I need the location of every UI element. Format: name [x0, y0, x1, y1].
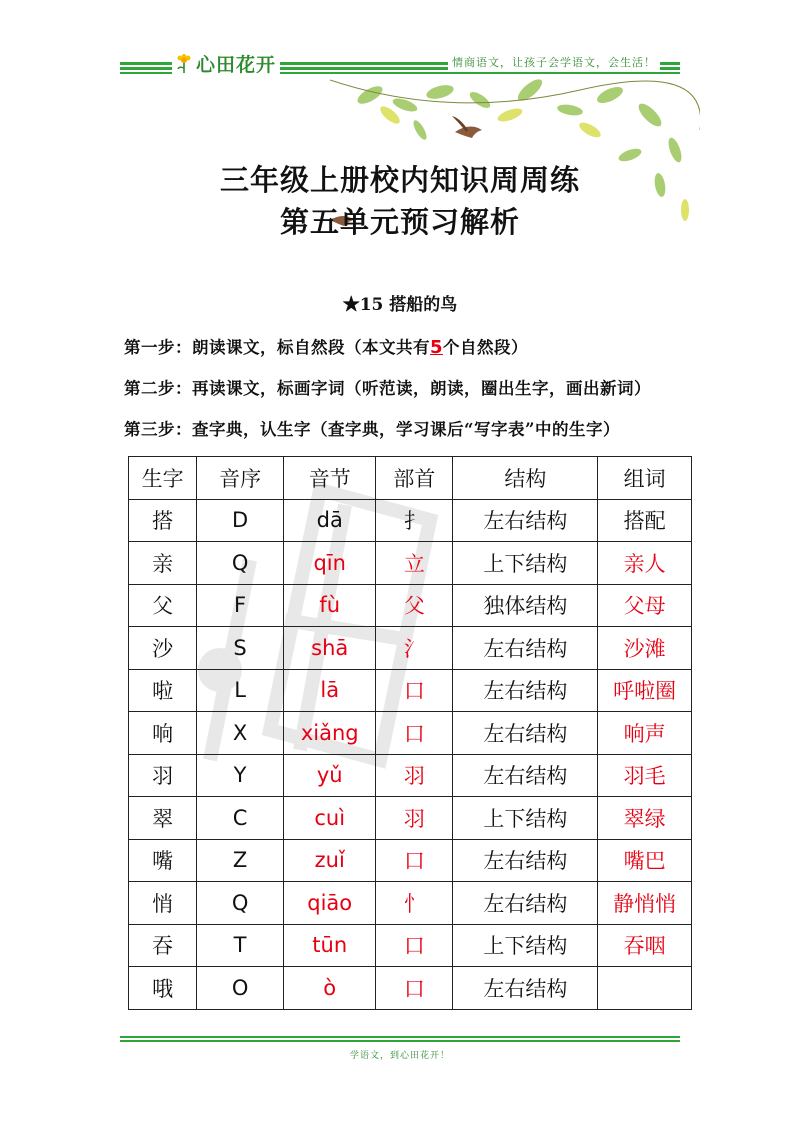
cell-structure: 左右结构 — [453, 967, 598, 1010]
cell-seq: Q — [197, 882, 284, 925]
cell-char: 响 — [129, 712, 197, 755]
cell-pinyin: tūn — [284, 924, 376, 967]
cell-word: 搭配 — [598, 499, 692, 542]
cell-pinyin: fù — [284, 584, 376, 627]
step-1-text: 第一步：朗读课文，标自然段（本文共有 — [124, 338, 430, 357]
step-2: 第二步：再读课文，标画字词（听范读，朗读，圈出生字，画出新词） — [124, 379, 651, 398]
table-row — [129, 669, 692, 712]
cell-structure: 左右结构 — [453, 882, 598, 925]
cell-char: 亲 — [129, 542, 197, 585]
cell-char: 啦 — [129, 669, 197, 712]
cell-structure: 左右结构 — [453, 627, 598, 670]
cell-pinyin: xiǎng — [284, 712, 376, 755]
header-word: 组词 — [598, 457, 692, 500]
cell-pinyin: lā — [284, 669, 376, 712]
table-row — [129, 712, 692, 755]
header-pinyin: 音节 — [284, 457, 376, 500]
cell-word: 嘴巴 — [598, 839, 692, 882]
table-row — [129, 882, 692, 925]
cell-structure: 独体结构 — [453, 584, 598, 627]
cell-radical: 口 — [376, 839, 453, 882]
characters-table — [128, 456, 692, 1010]
header-radical: 部首 — [376, 457, 453, 500]
cell-pinyin: zuǐ — [284, 839, 376, 882]
cell-radical: 父 — [376, 584, 453, 627]
cell-pinyin: cuì — [284, 797, 376, 840]
footer-text: 学语文，到心田花开！ — [349, 1051, 450, 1061]
cell-seq: F — [197, 584, 284, 627]
table-row — [129, 499, 692, 542]
table-row — [129, 839, 692, 882]
cell-structure: 左右结构 — [453, 754, 598, 797]
cell-seq: S — [197, 627, 284, 670]
cell-char: 吞 — [129, 924, 197, 967]
cell-structure: 左右结构 — [453, 712, 598, 755]
cell-char: 翠 — [129, 797, 197, 840]
flower-icon — [176, 54, 192, 74]
cell-radical: 口 — [376, 712, 453, 755]
cell-pinyin: yǔ — [284, 754, 376, 797]
step-1 — [124, 334, 528, 358]
table-row — [129, 627, 692, 670]
footer-rule — [120, 1036, 680, 1044]
cell-word: 响声 — [598, 712, 692, 755]
cell-radical: 羽 — [376, 754, 453, 797]
cell-seq: T — [197, 924, 284, 967]
table-row — [129, 967, 692, 1010]
table-row — [129, 754, 692, 797]
cell-pinyin: shā — [284, 627, 376, 670]
cell-char: 沙 — [129, 627, 197, 670]
cell-word: 羽毛 — [598, 754, 692, 797]
header-structure: 结构 — [453, 457, 598, 500]
cell-char: 悄 — [129, 882, 197, 925]
cell-char: 搭 — [129, 499, 197, 542]
bird-icon — [452, 116, 482, 138]
cell-seq: Q — [197, 542, 284, 585]
cell-seq: O — [197, 967, 284, 1010]
cell-radical: 氵 — [376, 627, 453, 670]
slogan: 情商语文，让孩子会学语文，会生活！ — [448, 54, 660, 70]
paragraph-count: 5 — [430, 337, 444, 358]
step-1-suffix: 个自然段） — [443, 338, 529, 357]
cell-word: 翠绿 — [598, 797, 692, 840]
table-row — [129, 584, 692, 627]
cell-structure: 上下结构 — [453, 542, 598, 585]
cell-structure: 上下结构 — [453, 924, 598, 967]
cell-word — [598, 967, 692, 1010]
cell-word: 父母 — [598, 584, 692, 627]
cell-radical: 立 — [376, 542, 453, 585]
cell-pinyin: qīn — [284, 542, 376, 585]
cell-radical: 口 — [376, 669, 453, 712]
cell-structure: 左右结构 — [453, 669, 598, 712]
cell-seq: Z — [197, 839, 284, 882]
cell-word: 吞咽 — [598, 924, 692, 967]
cell-word: 呼啦圈 — [598, 669, 692, 712]
table-header-row — [129, 457, 692, 500]
table-row — [129, 542, 692, 585]
cell-structure: 上下结构 — [453, 797, 598, 840]
cell-word: 静悄悄 — [598, 882, 692, 925]
table-row — [129, 924, 692, 967]
cell-pinyin: qiāo — [284, 882, 376, 925]
cell-char: 羽 — [129, 754, 197, 797]
logo-text: 心田花开 — [196, 54, 277, 76]
cell-seq: Y — [197, 754, 284, 797]
page-subtitle: 第五单元预习解析 — [279, 205, 520, 239]
cell-radical: 口 — [376, 967, 453, 1010]
cell-char: 哦 — [129, 967, 197, 1010]
cell-radical: 扌 — [376, 499, 453, 542]
cell-pinyin: ò — [284, 967, 376, 1010]
cell-word: 亲人 — [598, 542, 692, 585]
header-seq: 音序 — [197, 457, 284, 500]
brand-logo — [172, 50, 280, 77]
cell-seq: D — [197, 499, 284, 542]
cell-word: 沙滩 — [598, 627, 692, 670]
cell-pinyin: dā — [284, 499, 376, 542]
cell-radical: 忄 — [376, 882, 453, 925]
cell-seq: L — [197, 669, 284, 712]
cell-radical: 口 — [376, 924, 453, 967]
step-3: 第三步：查字典，认生字（查字典，学习课后“写字表”中的生字） — [124, 420, 620, 439]
cell-seq: X — [197, 712, 284, 755]
cell-char: 父 — [129, 584, 197, 627]
cell-seq: C — [197, 797, 284, 840]
cell-structure: 左右结构 — [453, 839, 598, 882]
header-char: 生字 — [129, 457, 197, 500]
cell-radical: 羽 — [376, 797, 453, 840]
cell-structure: 左右结构 — [453, 499, 598, 542]
cell-char: 嘴 — [129, 839, 197, 882]
lesson-heading: ★15 搭船的鸟 — [342, 295, 458, 315]
table-row — [129, 797, 692, 840]
page-title: 三年级上册校内知识周周练 — [219, 163, 580, 197]
